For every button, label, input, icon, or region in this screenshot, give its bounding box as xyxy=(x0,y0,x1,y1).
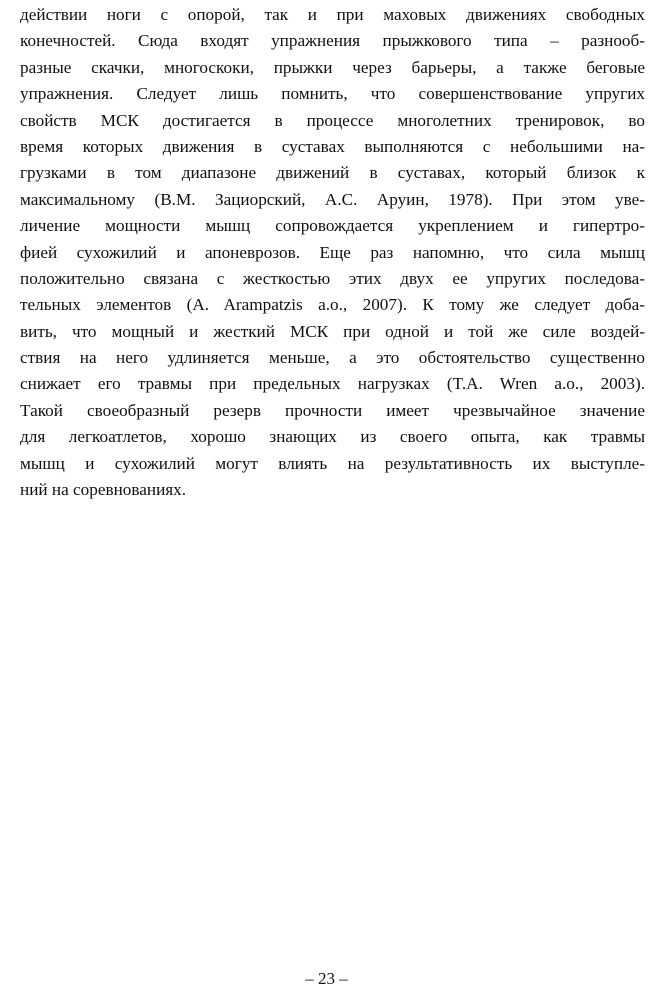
text-line: разные скачки, многоскоки, прыжки через барьеры, а также беговые xyxy=(20,57,645,77)
text-line: тельных элементов (A. Arampatzis a.o., 2007). К тому же следует доба- xyxy=(20,295,645,315)
text-line: время которых движения в суставах выполняются с небольшими на- xyxy=(20,136,645,156)
text-line: упражнения. Следует лишь помнить, что совершенствование упругих xyxy=(20,84,645,104)
text-line: положительно связана с жесткостью этих двух ее упругих последова- xyxy=(20,268,645,288)
text-line: действии ноги с опорой, так и при маховых движениях свободных xyxy=(20,5,645,24)
text-line: снижает его травмы при предельных нагрузках (T.A. Wren a.o., 2003). xyxy=(20,374,645,394)
text-line: вить, что мощный и жесткий МСК при одной и той же силе воздей- xyxy=(20,321,645,341)
text-line: фией сухожилий и апоневрозов. Еще раз напомню, что сила мышц xyxy=(20,242,645,262)
text-line: грузками в том диапазоне движений в суставах, который близок к xyxy=(20,163,645,183)
text-line: для легкоатлетов, хорошо знающих из своего опыта, как травмы xyxy=(20,427,645,447)
text-line: личение мощности мышц сопровождается укреплением и гипертро- xyxy=(20,216,645,236)
body-paragraph xyxy=(20,2,645,503)
text-line: Такой своеобразный резерв прочности имеет чрезвычайное значение xyxy=(20,400,645,420)
text-line: ний на соревнованиях. xyxy=(20,480,187,500)
text-line: ствия на него удлиняется меньше, а это обстоятельство существенно xyxy=(20,348,645,368)
page-number: – 23 – xyxy=(305,969,348,988)
text-line: мышц и сухожилий могут влиять на результативность их выступле- xyxy=(20,453,645,473)
text-line: максимальному (В.М. Зациорский, А.С. Аруин, 1978). При этом уве- xyxy=(20,189,645,209)
text-line: конечностей. Сюда входят упражнения прыжкового типа – разнооб- xyxy=(20,31,645,51)
text-line: свойств МСК достигается в процессе многолетних тренировок, во xyxy=(20,110,645,130)
